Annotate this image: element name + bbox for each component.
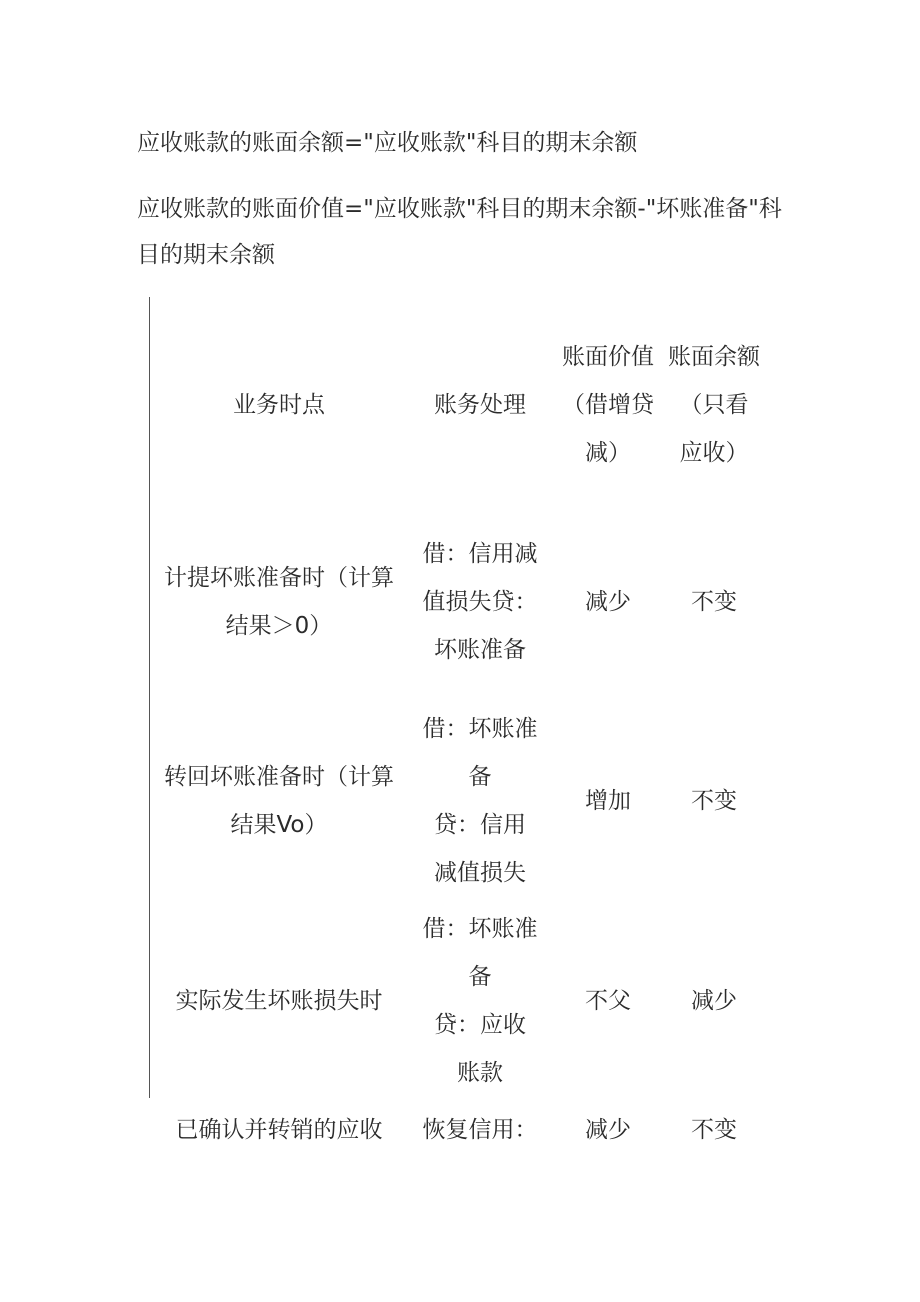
header-line: 账务处理 bbox=[434, 392, 526, 418]
row2-book-balance bbox=[664, 705, 764, 897]
cell-line: 不变 bbox=[691, 1117, 737, 1143]
cell-line: 借：信用减 bbox=[422, 541, 538, 567]
header-business-time bbox=[150, 333, 408, 477]
header-line: 账面价值 bbox=[562, 344, 654, 370]
row1-business-time bbox=[150, 530, 408, 674]
header-book-balance bbox=[664, 333, 764, 477]
header-line: （借增贷 bbox=[562, 392, 654, 418]
row4-business-time bbox=[150, 1106, 408, 1154]
cell-line: 实际发生坏账损失时 bbox=[175, 988, 383, 1014]
cell-line: 已确认并转销的应收 bbox=[175, 1117, 383, 1143]
row4-book-value bbox=[552, 1106, 664, 1154]
row2-accounting-treatment bbox=[410, 705, 550, 897]
cell-line: 恢复信用： bbox=[422, 1117, 538, 1143]
row1-accounting-treatment bbox=[410, 530, 550, 674]
row4-book-balance bbox=[664, 1106, 764, 1154]
cell-line: 结果Vo） bbox=[230, 812, 328, 838]
cell-line: 减少 bbox=[691, 988, 737, 1014]
definition-book-balance: 应收账款的账面余额="应收账款"科目的期末余额 bbox=[137, 130, 638, 156]
cell-line: 不父 bbox=[585, 988, 631, 1014]
cell-line: 借：坏账准 bbox=[422, 716, 538, 742]
cell-line: 增加 bbox=[585, 788, 631, 814]
cell-line: 值损失贷： bbox=[422, 589, 538, 615]
cell-line: 不变 bbox=[691, 589, 737, 615]
header-line: 减） bbox=[585, 440, 631, 466]
cell-line: 贷：信用 bbox=[434, 812, 526, 838]
cell-line: 转回坏账准备时（计算 bbox=[164, 764, 394, 790]
row3-book-balance bbox=[664, 905, 764, 1097]
header-line: （只看 bbox=[679, 392, 749, 418]
row2-business-time bbox=[150, 705, 408, 897]
header-book-value bbox=[552, 333, 664, 477]
row3-accounting-treatment bbox=[410, 905, 550, 1097]
row3-book-value bbox=[552, 905, 664, 1097]
definition-book-value: 应收账款的账面价值="应收账款"科目的期末余额-"坏账准备"科目的期末余额 bbox=[137, 196, 782, 268]
cell-line: 减少 bbox=[585, 1117, 631, 1143]
cell-line: 计提坏账准备时（计算 bbox=[164, 565, 394, 591]
cell-line: 账款 bbox=[457, 1060, 503, 1086]
row1-book-value bbox=[552, 530, 664, 674]
row2-book-value bbox=[552, 705, 664, 897]
cell-line: 借：坏账准 bbox=[422, 916, 538, 942]
row3-business-time bbox=[150, 905, 408, 1097]
cell-line: 减值损失 bbox=[434, 860, 526, 886]
cell-line: 备 bbox=[468, 964, 492, 990]
cell-line: 贷：应收 bbox=[434, 1012, 526, 1038]
header-line: 账面余额 bbox=[668, 344, 760, 370]
cell-line: 结果＞0） bbox=[225, 613, 333, 639]
cell-line: 备 bbox=[468, 764, 492, 790]
row4-accounting-treatment bbox=[410, 1106, 550, 1154]
header-line: 业务时点 bbox=[233, 392, 325, 418]
row1-book-balance bbox=[664, 530, 764, 674]
header-accounting-treatment bbox=[410, 333, 550, 477]
cell-line: 不变 bbox=[691, 788, 737, 814]
header-line: 应收） bbox=[679, 440, 749, 466]
cell-line: 减少 bbox=[585, 589, 631, 615]
cell-line: 坏账准备 bbox=[434, 637, 526, 663]
